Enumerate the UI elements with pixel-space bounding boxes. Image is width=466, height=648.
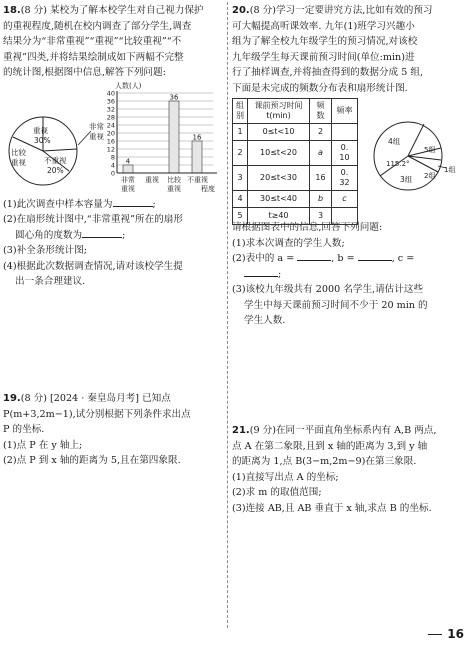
bar-chart bbox=[101, 81, 219, 197]
intro-line: 的统计图,根据图中信息,解答下列问题: bbox=[3, 67, 166, 78]
item-3: (3)该校九年级共有 2000 名学生,请估计这些 bbox=[232, 284, 424, 295]
intro-line: 的重视程度,随机在校内调查了部分学生,调查 bbox=[3, 20, 192, 32]
item-2: (2)在扇形统计图中,“非常重视”所在的扇形 bbox=[3, 214, 183, 225]
right-column bbox=[232, 3, 460, 514]
table-cell: 20≤t<30 bbox=[248, 166, 310, 191]
page-number: 16 bbox=[447, 626, 464, 641]
table-header: 频数 bbox=[310, 99, 332, 124]
pie-divider bbox=[408, 156, 438, 172]
bar bbox=[169, 101, 179, 173]
y-tick-label: 28 bbox=[106, 113, 115, 121]
item-4: (4)根据此次数据调查情况,请对该校学生提 bbox=[3, 260, 183, 272]
pie-label-bijiao: 重视 bbox=[11, 157, 26, 167]
y-tick-label: 4 bbox=[110, 161, 115, 169]
item-1: (1)直接写出点 A 的坐标; bbox=[232, 471, 339, 483]
left-column bbox=[3, 3, 224, 466]
item-text: , c = bbox=[391, 253, 415, 264]
table-cell: 3 bbox=[310, 208, 332, 225]
table-row bbox=[233, 124, 358, 141]
question-18 bbox=[3, 3, 224, 290]
table-row bbox=[233, 141, 358, 166]
bar bbox=[192, 141, 202, 173]
item-2: (2)求 m 的取值范围; bbox=[232, 487, 322, 498]
item-1 bbox=[3, 197, 224, 213]
intro-line: 可大幅提高听课效率. 九年(1)班学习兴趣小 bbox=[232, 20, 415, 32]
question-number: 18. bbox=[3, 5, 21, 16]
pie-label-feichang: 非常 bbox=[89, 121, 104, 131]
frequency-table bbox=[232, 98, 358, 225]
table-cell: 2 bbox=[310, 124, 332, 141]
question-21 bbox=[232, 423, 460, 516]
pie-label-g2: 2组 bbox=[424, 172, 436, 180]
item-text: 圆心角的度数为 bbox=[15, 229, 83, 241]
table-cell: b bbox=[310, 191, 332, 208]
table-cell: 4 bbox=[233, 191, 248, 208]
intro-line: (8 分)学习一定要讲究方法,比如有效的预习 bbox=[249, 5, 433, 16]
y-tick-label: 36 bbox=[106, 97, 115, 105]
y-tick-label: 20 bbox=[106, 129, 115, 137]
pie-pct-buzhongshi: 20% bbox=[47, 165, 64, 175]
table-cell: c bbox=[332, 191, 358, 208]
item-3-cont: 学生中每天课前预习时间不少于 20 min 的 bbox=[244, 299, 428, 311]
item-2 bbox=[232, 251, 460, 267]
pie-angle: 115.2° bbox=[386, 160, 410, 168]
y-tick-label: 24 bbox=[106, 121, 115, 129]
table-header: 课前预习时间 t(min) bbox=[248, 99, 310, 124]
table-cell: 5 bbox=[233, 208, 248, 225]
pie-chart-q20 bbox=[368, 116, 460, 196]
table-row bbox=[233, 208, 358, 225]
table-cell: a bbox=[310, 141, 332, 166]
table-cell: 3 bbox=[233, 166, 248, 191]
item-text: (1)此次调查中样本容量为 bbox=[3, 198, 113, 210]
answer-blank[interactable] bbox=[113, 197, 153, 207]
table-cell: 0. 32 bbox=[332, 166, 358, 191]
question-line: P(m+3,2m−1),试分别根据下列条件求出点 bbox=[3, 408, 191, 420]
item-text: , b = bbox=[331, 253, 355, 264]
prompt: 请根据图表中的信息,回答下列问题: bbox=[232, 222, 383, 233]
intro-line: 下面是未完成的频数分布表和扇形统计图. bbox=[232, 82, 408, 94]
table-cell: 0. 10 bbox=[332, 141, 358, 166]
y-axis-label: 人数(人) bbox=[115, 81, 142, 90]
x-cat-label: 重视 bbox=[145, 175, 159, 184]
x-cat-label: 不重视 bbox=[187, 175, 208, 184]
y-tick-label: 32 bbox=[106, 105, 115, 113]
intro-line: 重视”四类,并将结果绘制成如下两幅不完整 bbox=[3, 51, 184, 63]
figure-area bbox=[232, 98, 460, 220]
table-cell: 10≤t<20 bbox=[248, 141, 310, 166]
pie-label-feichang: 重视 bbox=[89, 131, 104, 141]
punct: ; bbox=[122, 229, 126, 241]
item-2-cont bbox=[232, 267, 460, 283]
pie-label-g1: 1组 bbox=[444, 166, 456, 174]
pie-label-buzhongshi: 不重视 bbox=[44, 155, 67, 165]
table-cell: t≥40 bbox=[248, 208, 310, 225]
x-cat-label: 比较 bbox=[167, 175, 181, 184]
figure-area bbox=[3, 81, 224, 197]
bar bbox=[123, 165, 133, 173]
y-tick-label: 40 bbox=[106, 89, 115, 97]
question-19 bbox=[3, 391, 224, 469]
question-number: 20. bbox=[232, 5, 250, 16]
pie-label-g4: 4组 bbox=[388, 137, 401, 146]
question-line: 点 A 在第二象限,且到 x 轴的距离为 3,到 y 轴 bbox=[232, 440, 428, 452]
item-2-cont bbox=[3, 228, 224, 244]
table-header: 频率 bbox=[332, 99, 358, 124]
table-cell bbox=[332, 124, 358, 141]
table-cell: 16 bbox=[310, 166, 332, 191]
bar-value-label: 36 bbox=[169, 93, 179, 101]
question-line: (8 分) [2024 · 秦皇岛月考] 已知点 bbox=[20, 393, 171, 404]
pie-divider bbox=[408, 156, 441, 160]
table-row bbox=[233, 191, 358, 208]
intro-line: 某校为了解本校学生对自己视力保护 bbox=[50, 5, 204, 16]
punct: ; bbox=[152, 198, 156, 210]
column-divider bbox=[227, 2, 228, 628]
bar-ticks bbox=[107, 89, 115, 177]
punct: ; bbox=[278, 268, 282, 280]
table-cell: 2 bbox=[233, 141, 248, 166]
question-score: (8 分) bbox=[20, 5, 47, 16]
item-text: (2)表中的 a = bbox=[232, 253, 295, 264]
question-line: P 的坐标. bbox=[3, 424, 45, 435]
answer-blank-c[interactable] bbox=[244, 267, 278, 277]
table-header-row bbox=[233, 99, 358, 124]
item-2: (2)点 P 到 x 轴的距离为 5,且在第四象限. bbox=[3, 455, 181, 466]
item-3: (3)补全条形统计图; bbox=[3, 245, 87, 256]
pie-divider bbox=[43, 149, 77, 151]
x-cat-label: 重视 bbox=[167, 184, 181, 193]
x-cat-label: 非常 bbox=[121, 175, 135, 184]
question-number: 19. bbox=[3, 393, 21, 404]
pie-label-bijiao: 比较 bbox=[11, 147, 26, 157]
intro-line: 结果分为“非常重视”“重视”“比较重视”“不 bbox=[3, 36, 182, 47]
bar-value-label: 4 bbox=[125, 157, 131, 165]
question-line: (9 分)在同一平面直角坐标系内有 A,B 两点, bbox=[249, 425, 437, 436]
pie-label-g5: 5组 bbox=[424, 146, 436, 154]
intro-line: 组为了解全校九年级学生的预习情况,对该校 bbox=[232, 36, 418, 47]
y-tick-label: 0 bbox=[110, 169, 115, 177]
y-tick-label: 16 bbox=[106, 137, 115, 145]
item-3: (3)连接 AB,且 AB 垂直于 x 轴,求点 B 的坐标. bbox=[232, 502, 432, 514]
y-tick-label: 8 bbox=[110, 153, 115, 161]
table-cell: 0≤t<10 bbox=[248, 124, 310, 141]
y-tick-label: 12 bbox=[106, 145, 115, 153]
question-number: 21. bbox=[232, 425, 250, 436]
pie-pct-zhongshi: 30% bbox=[34, 135, 51, 145]
pie-label-g3: 3组 bbox=[400, 175, 413, 184]
table-cell: 1 bbox=[233, 124, 248, 141]
pie-label-zhongshi: 重视 bbox=[33, 125, 48, 135]
table-cell: 30≤t<40 bbox=[248, 191, 310, 208]
x-axis-label: 程度 bbox=[201, 184, 215, 193]
intro-line: 行了抽样调查,并将抽查得到的数据分成 5 组, bbox=[232, 67, 423, 78]
x-cat-label: 重视 bbox=[121, 184, 135, 193]
item-3-cont: 学生人数. bbox=[244, 315, 286, 326]
answer-blank-b[interactable] bbox=[358, 251, 392, 261]
question-20 bbox=[232, 3, 460, 329]
pie-divider bbox=[408, 124, 424, 156]
item-4-cont: 出一条合理建议. bbox=[15, 276, 86, 287]
item-1: (1)点 P 在 y 轴上; bbox=[3, 439, 83, 451]
answer-blank-a[interactable] bbox=[297, 251, 331, 261]
bar-value-label: 16 bbox=[192, 133, 202, 141]
intro-line: 九年级学生每天课前预习时间(单位:min)进 bbox=[232, 51, 415, 63]
answer-blank[interactable] bbox=[82, 228, 122, 238]
table-header: 组别 bbox=[233, 99, 248, 124]
item-1: (1)求本次调查的学生人数; bbox=[232, 237, 345, 249]
pie-chart bbox=[7, 115, 79, 187]
table-cell bbox=[332, 208, 358, 225]
question-line: 的距离为 1,点 B(3−m,2m−9)在第三象限. bbox=[232, 456, 417, 467]
page-number-dash bbox=[428, 634, 442, 635]
table-row bbox=[233, 166, 358, 191]
